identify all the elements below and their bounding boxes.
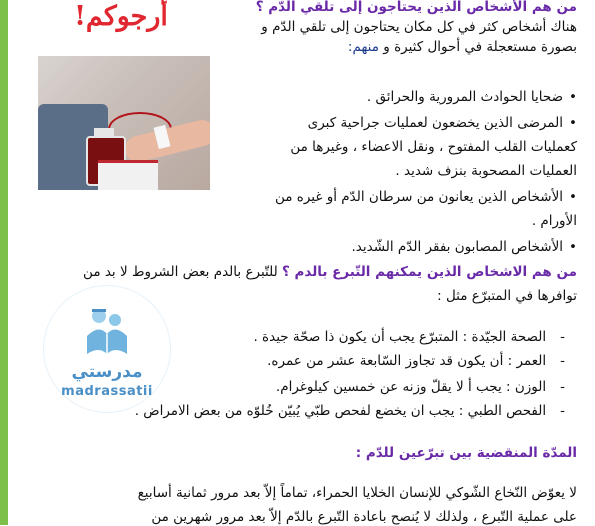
need-item-2-line-3: العمليات المصحوبة بنزف شديد . — [395, 163, 577, 179]
intro-line-2-emph: منهم: — [347, 39, 379, 55]
period-heading: المدّة المنقضية بين تبرّعين للدّم : — [355, 445, 577, 461]
watermark-english: madrassatii — [61, 384, 153, 399]
need-item-3-line-2: الأورام . — [531, 213, 577, 229]
donors-line-1-rest: للتّبرع بالدم بعض الشروط لا بد من — [83, 264, 282, 280]
intro-line-2-text: بصورة مستعجلة في أحوال كثيرة و — [378, 39, 577, 55]
condition-health: - الصحة الجيّدة : المتبرّع يجب أن يكون ذا صحّة جيدة . — [253, 328, 565, 346]
please-title: أرجوكم! — [74, 1, 168, 32]
left-green-border — [0, 0, 8, 525]
need-item-3-line-1: • الأشخاص الذين يعانون من سرطان الدّم أو غيره من — [275, 188, 577, 206]
condition-age: - العمر : أن يكون قد تجاوز السّابعة عشر من عمره. — [267, 352, 565, 370]
donors-heading: من هم الاشخاص الذين يمكنهم التّبرع بالدم ؟ — [281, 264, 577, 280]
madrassatii-watermark — [44, 286, 170, 412]
photo-machine — [98, 160, 158, 190]
need-item-2-line-2: كعمليات القلب المفتوح ، ونقل الاعضاء ، وغيرها من — [290, 139, 577, 155]
watermark-arabic: مدرستي — [71, 362, 143, 382]
need-item-4: • الأشخاص المصابون بفقر الدّم الشّديد. — [352, 238, 577, 256]
condition-medical-exam: - الفحص الطبي : يجب ان يخضع لفحص طبّي يُبيّن خُلوّه من بعض الامراض . — [135, 402, 565, 420]
heading-who-needs-blood: من هم الأشخاص الذين يحتاجون إلى تلقي الدّم ؟ — [255, 0, 577, 15]
condition-weight: - الوزن : يجب أ لا يقلّ وزنه عن خمسين كيلوغرام. — [276, 378, 565, 396]
donors-line-2: توافرها في المتبرّع مثل : — [437, 288, 577, 304]
need-item-1: • ضحايا الحوادث المرورية والحرائق . — [367, 88, 577, 106]
document-page — [8, 0, 595, 525]
students-book-icon — [82, 306, 132, 362]
blood-donation-photo — [38, 56, 210, 190]
intro-line-1: هناك أشخاص كثر في كل مكان يحتاجون إلى تلقي الدّم و — [261, 19, 577, 35]
period-line-1: لا يعوّض النّخاع الشّوكي للإنسان الخلايا الحمراء، تماماً إلاّ بعد مرور ثمانية أسابيع — [137, 485, 577, 501]
need-item-2-line-1: • المرضى الذين يخضعون لعمليات جراحية كبرى — [308, 114, 577, 132]
period-line-2: على عملية التّبرع ، ولذلك لا يُنصح باعادة التّبرع بالدّم إلاّ بعد مرور شهرين من — [151, 509, 577, 525]
intro-line-2 — [348, 38, 577, 56]
donors-line-1 — [83, 263, 577, 281]
